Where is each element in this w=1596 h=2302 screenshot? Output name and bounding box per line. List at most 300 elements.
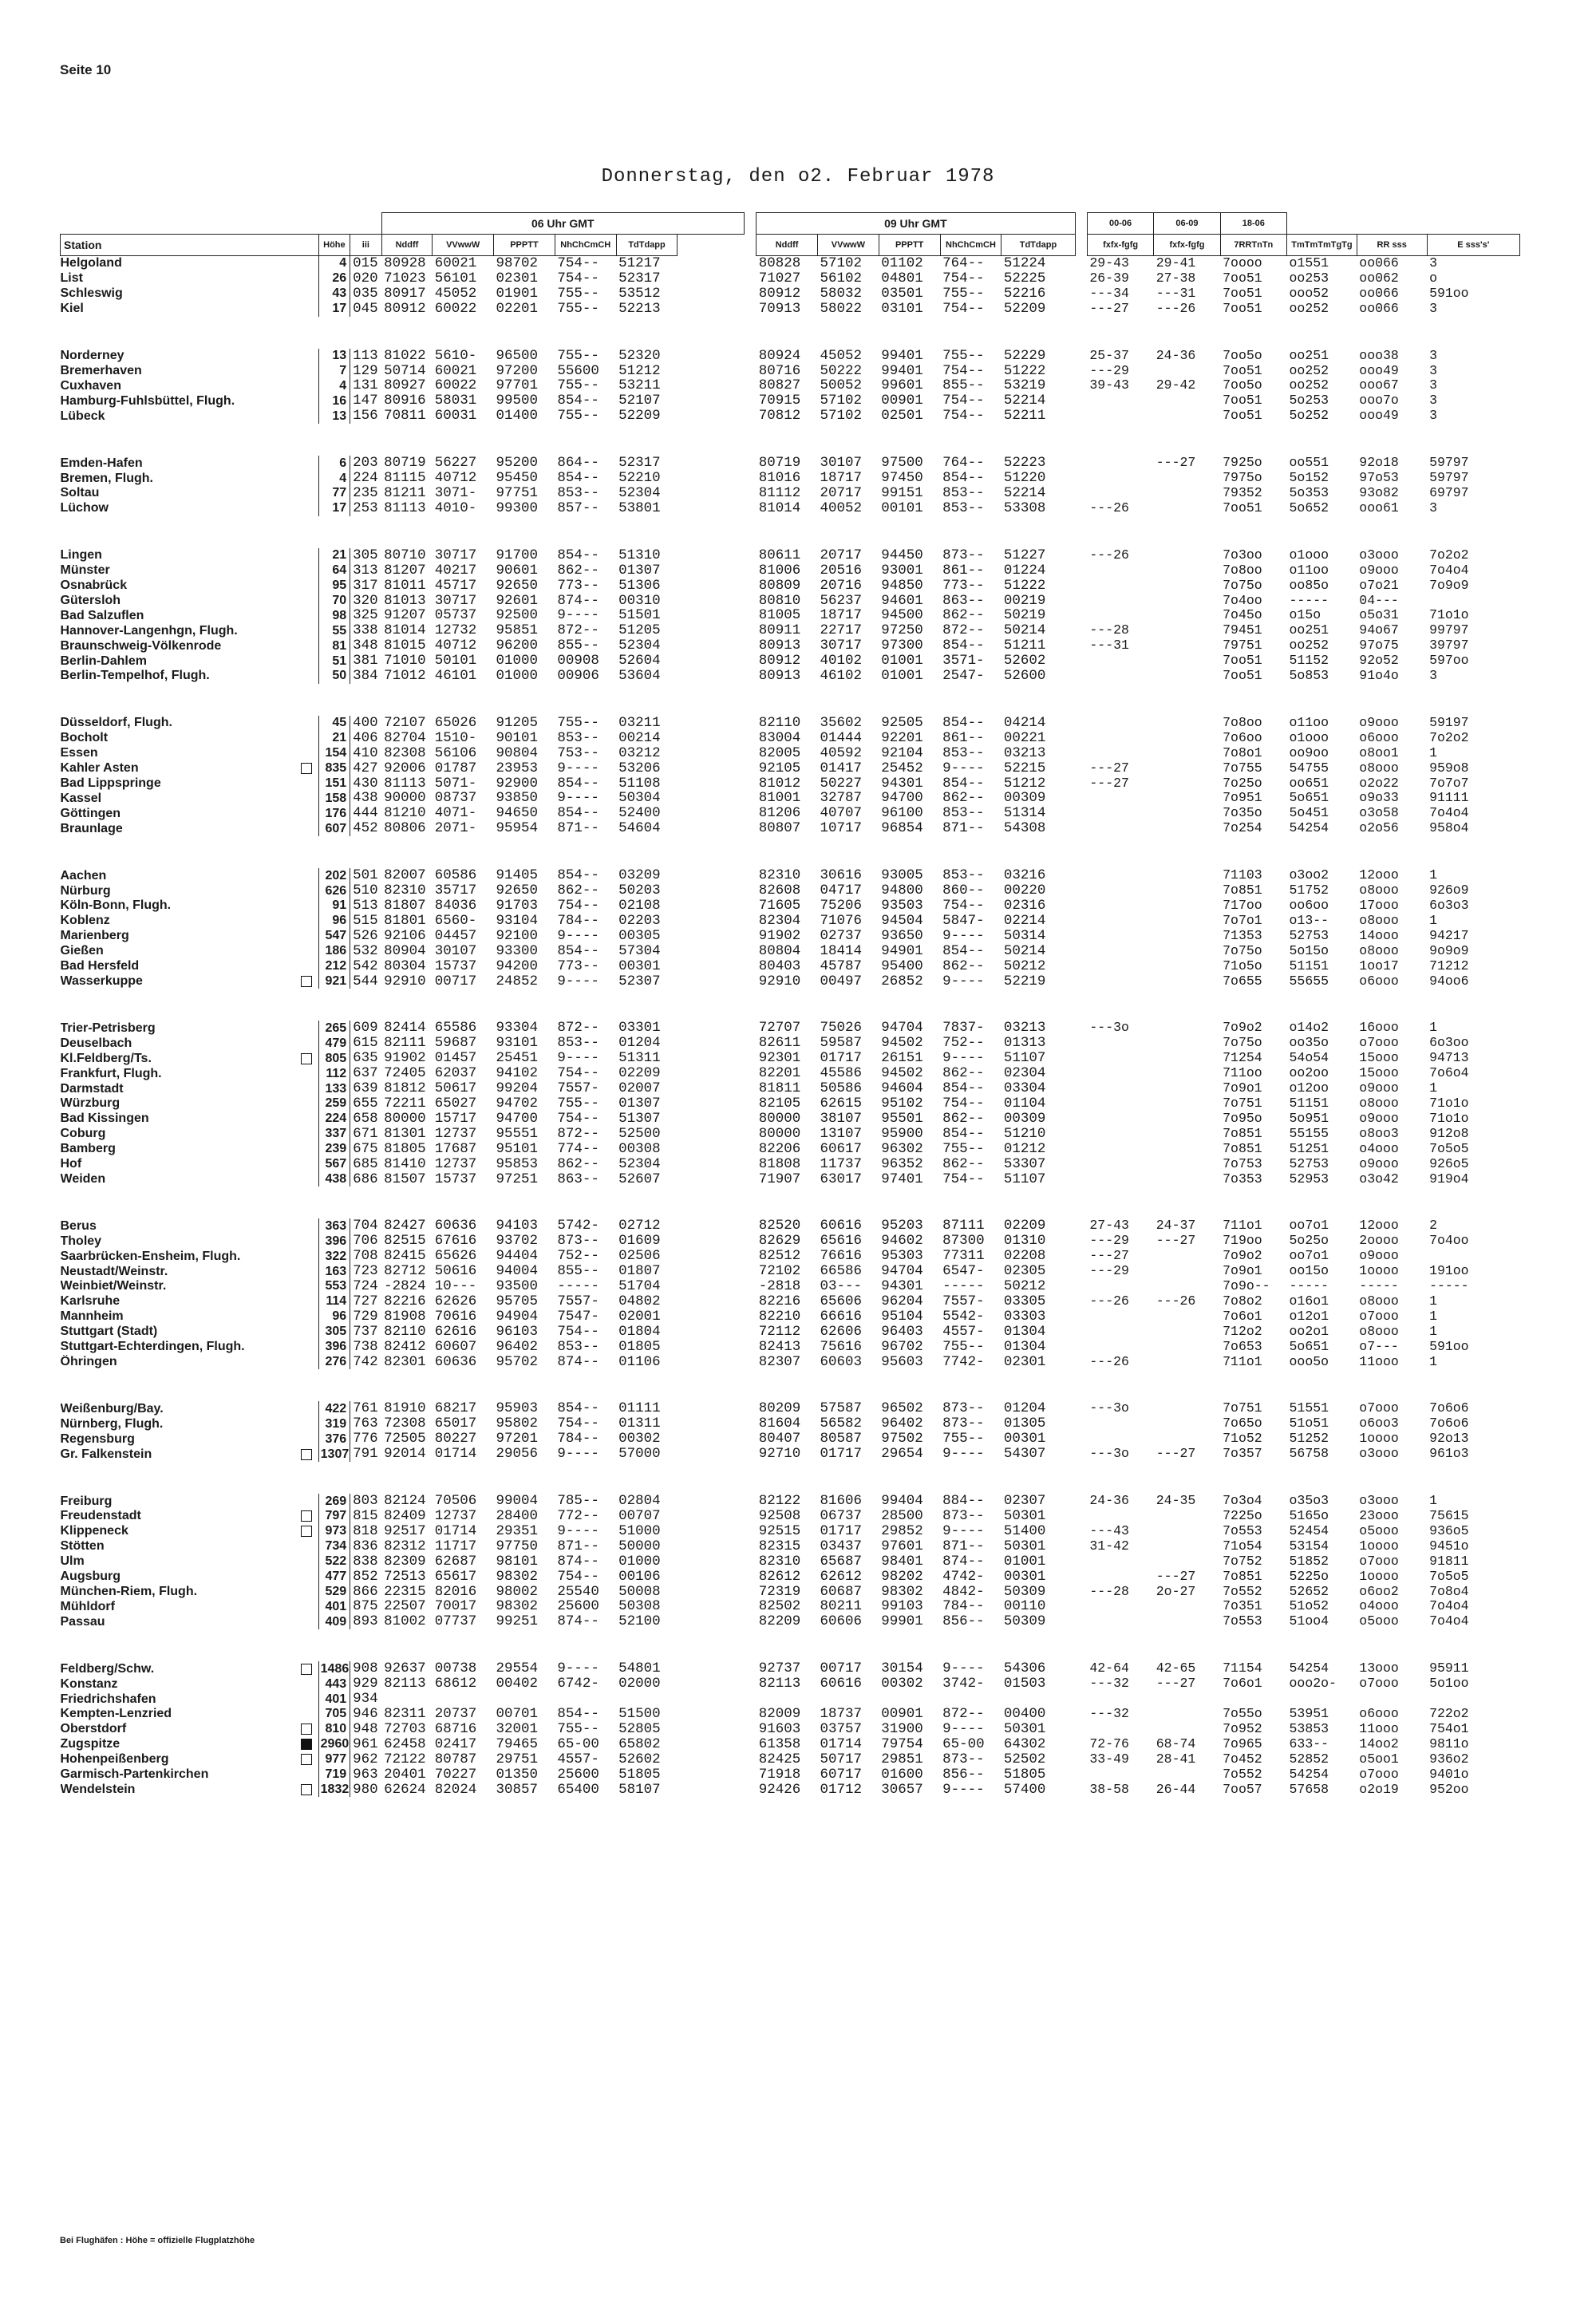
- tdapp-09-cell: 00400: [1003, 1706, 1046, 1722]
- nddff-09-cell: 72112: [758, 1324, 801, 1340]
- pppp-06-cell: 01400: [496, 409, 539, 424]
- nh-06-cell: 755--: [557, 409, 599, 424]
- tm-cell: 56758: [1289, 1447, 1329, 1462]
- pppp-06-cell: 28400: [496, 1509, 539, 1524]
- hoehe-cell: 396: [318, 1340, 350, 1355]
- tdapp-09-cell: 50212: [1003, 1279, 1046, 1294]
- station-cell: [61, 959, 319, 974]
- tdapp-06-cell: 02108: [618, 898, 661, 914]
- station-name: Emden-Hafen: [60, 456, 143, 470]
- rr-tn-cell: 7o65o: [1223, 1416, 1262, 1431]
- tdapp-06-cell: 51501: [618, 608, 661, 624]
- mountain-station-icon: [301, 763, 312, 774]
- nddff-09-cell: 82122: [758, 1494, 801, 1509]
- pppp-09-cell: 29654: [881, 1447, 923, 1463]
- rr-sss-cell: o3ooo: [1359, 1494, 1399, 1509]
- station-cell: [61, 746, 319, 761]
- nh-09-header: NhChCmCH: [940, 235, 1001, 256]
- station-name: Friedrichshafen: [60, 1692, 156, 1706]
- tm-cell: oo7o1: [1289, 1218, 1329, 1234]
- vvwww-06-cell: 82016: [434, 1584, 477, 1600]
- table-row: [61, 669, 1520, 684]
- tdapp-09-cell: 53308: [1003, 500, 1046, 516]
- tdapp-06-cell: 53801: [618, 500, 661, 516]
- station-name: Schleswig: [60, 286, 123, 301]
- hoehe-cell: 43: [318, 286, 350, 302]
- nddff-06-cell: 71012: [384, 669, 426, 684]
- e-sss-cell: 591oo: [1429, 286, 1469, 301]
- rr-tn-cell: 7o553: [1223, 1523, 1262, 1538]
- gust-0609-cell: [1154, 623, 1220, 638]
- group-06-header: 06 Uhr GMT: [381, 213, 744, 235]
- hoehe-cell: 4: [318, 256, 350, 271]
- tdapp-09-cell: 03305: [1003, 1293, 1046, 1309]
- hoehe-cell: 64: [318, 563, 350, 578]
- rr-sss-cell: o9ooo: [1359, 1156, 1399, 1171]
- tm-cell: 53951: [1289, 1706, 1329, 1721]
- nddff-06-cell: 92637: [384, 1661, 426, 1677]
- nh-09-cell: 755--: [942, 1431, 985, 1447]
- vvwww-06-cell: 62037: [434, 1066, 477, 1082]
- e-sss-header: E sss's': [1427, 235, 1519, 256]
- iii-cell: 675: [353, 1141, 378, 1157]
- hoehe-cell: 719: [318, 1767, 350, 1783]
- tdapp-06-cell: 03211: [618, 715, 661, 731]
- gust-0006-cell: [1087, 563, 1153, 578]
- tdapp-09-cell: 51314: [1003, 806, 1046, 822]
- rr-tn-cell: 7o965: [1223, 1736, 1262, 1751]
- hoehe-cell: 224: [318, 1112, 350, 1127]
- nddff-09-cell: -2818: [758, 1279, 801, 1294]
- nddff-09-cell: 80804: [758, 943, 801, 959]
- pppp-06-cell: 94200: [496, 958, 539, 974]
- tdapp-09-cell: 50214: [1003, 623, 1046, 639]
- vvwww-06-cell: 60636: [434, 1354, 477, 1370]
- e-sss-cell: 722o2: [1429, 1706, 1469, 1721]
- rr-tn-cell: 7o95o: [1223, 1111, 1262, 1126]
- station-name: Zugspitze: [60, 1737, 120, 1751]
- rr-tn-cell: 7o851: [1223, 1126, 1262, 1141]
- nh-09-cell: 87300: [942, 1234, 985, 1250]
- rr-sss-cell: 13ooo: [1359, 1661, 1399, 1676]
- pppp-06-cell: 94904: [496, 1309, 539, 1325]
- station-cell: [61, 1416, 319, 1431]
- hoehe-cell: 13: [318, 409, 350, 424]
- pppp-06-cell: 01350: [496, 1767, 539, 1783]
- nh-06-cell: 755--: [557, 715, 599, 731]
- table-row: [61, 456, 1520, 471]
- page-number: Seite 10: [60, 62, 112, 77]
- station-name: Trier-Petrisberg: [60, 1021, 156, 1035]
- gust-0609-cell: ---27: [1156, 456, 1196, 471]
- station-cell: [61, 1599, 319, 1614]
- vvwww-06-cell: 65626: [434, 1249, 477, 1265]
- gust-0609-cell: 26-44: [1156, 1782, 1196, 1797]
- gust-0006-cell: 29-43: [1089, 255, 1129, 270]
- hoehe-cell: 4: [318, 471, 350, 486]
- pppp-09-cell: 01600: [881, 1767, 923, 1783]
- vvwww-09-cell: 57102: [820, 409, 862, 424]
- rr-sss-cell: o7o21: [1359, 578, 1399, 593]
- nddff-06-cell: 82515: [384, 1234, 426, 1250]
- rr-tn-cell: 7oooo: [1223, 255, 1262, 270]
- vvwww-06-cell: 12737: [434, 1126, 477, 1142]
- rr-sss-cell: o9ooo: [1359, 563, 1399, 578]
- e-sss-cell: o: [1429, 270, 1437, 286]
- e-sss-cell: 961o3: [1429, 1447, 1469, 1462]
- tm-cell: oo251: [1289, 623, 1329, 638]
- group-spacer: [61, 516, 1520, 548]
- tdapp-06-cell: 01807: [618, 1264, 661, 1280]
- rr-sss-cell: oo066: [1359, 255, 1399, 270]
- gust-0006-cell: 42-64: [1089, 1661, 1129, 1676]
- pppp-09-cell: 98202: [881, 1569, 923, 1585]
- group-spacer: [61, 684, 1520, 716]
- pppp-09-cell: 97250: [881, 623, 923, 639]
- rr-sss-cell: ooo67: [1359, 378, 1399, 393]
- rr-tn-cell: 7o25o: [1223, 776, 1262, 791]
- tm-cell: o13--: [1289, 913, 1329, 928]
- pppp-09-cell: 94850: [881, 578, 923, 594]
- gust-0609-cell: [1154, 868, 1220, 883]
- iii-cell: 727: [353, 1293, 378, 1309]
- vvwww-06-cell: 58031: [434, 393, 477, 409]
- iii-cell: 685: [353, 1156, 378, 1172]
- tm-cell: o3oo2: [1289, 868, 1329, 883]
- table-row: [61, 256, 1520, 271]
- rr-tn-cell: 711oo: [1223, 1066, 1262, 1081]
- vvwww-09-cell: 50717: [820, 1751, 862, 1767]
- tm-cell: 5165o: [1289, 1509, 1329, 1523]
- e-sss-cell: 7o4o4: [1429, 563, 1469, 578]
- iii-cell: 946: [353, 1706, 378, 1722]
- vvwww-09-cell: 81606: [820, 1494, 862, 1509]
- tdapp-09-cell: 52209: [1003, 301, 1046, 317]
- nddff-09-cell: [757, 1692, 818, 1707]
- tdapp-09-cell: 50301: [1003, 1721, 1046, 1737]
- table-row: [61, 623, 1520, 638]
- gust-0609-cell: [1154, 959, 1220, 974]
- rr-sss-cell: 93o82: [1359, 485, 1399, 500]
- rr-sss-cell: 11ooo: [1359, 1721, 1399, 1736]
- tdapp-06-cell: 02007: [618, 1081, 661, 1096]
- iii-cell: 501: [353, 868, 378, 884]
- vvwww-06-cell: 50617: [434, 1081, 477, 1096]
- table-row: [61, 806, 1520, 821]
- tdapp-06-cell: 01000: [618, 1554, 661, 1570]
- station-cell: [61, 1570, 319, 1585]
- vvwww-06-cell: 3071-: [434, 485, 477, 501]
- nh-06-cell: 65-00: [557, 1736, 599, 1752]
- nddff-09-cell: 80924: [758, 348, 801, 364]
- station-name: Oberstdorf: [60, 1722, 127, 1736]
- vvwww-09-cell: 59587: [820, 1036, 862, 1052]
- hoehe-cell: 6: [318, 456, 350, 471]
- gust-0006-cell: ---28: [1089, 623, 1129, 638]
- tdapp-06-cell: 53512: [618, 286, 661, 302]
- nddff-06-cell: -2824: [384, 1279, 426, 1294]
- nh-09-cell: 854--: [942, 1126, 985, 1142]
- tdapp-09-cell: 51220: [1003, 471, 1046, 486]
- tdapp-06-cell: 52213: [618, 301, 661, 317]
- table-row: [61, 898, 1520, 914]
- hoehe-cell: 26: [318, 271, 350, 286]
- station-name: Braunlage: [60, 821, 123, 835]
- hoehe-cell: 112: [318, 1066, 350, 1081]
- nh-09-cell: 9----: [942, 760, 985, 776]
- pppp-06-cell: 79465: [496, 1736, 539, 1752]
- tdapp-09-cell: 52216: [1003, 286, 1046, 302]
- nddff-09-cell: 82206: [758, 1141, 801, 1157]
- tdapp-06-cell: 02712: [618, 1218, 661, 1234]
- table-row: [61, 1570, 1520, 1585]
- station-name: Nürnberg, Flugh.: [60, 1416, 164, 1431]
- nddff-09-cell: 81811: [758, 1081, 801, 1096]
- group-spacer: [61, 1369, 1520, 1401]
- nddff-09-cell: 80403: [758, 958, 801, 974]
- tm-cell: o12oo: [1289, 1081, 1329, 1096]
- hoehe-cell: 269: [318, 1494, 350, 1509]
- station-cell: [61, 791, 319, 806]
- gust-0609-cell: [1154, 929, 1220, 944]
- pppp-06-cell: 95853: [496, 1156, 539, 1172]
- nh-09-cell: 754--: [942, 409, 985, 424]
- nddff-06-cell: 80917: [384, 286, 426, 302]
- station-name: Bad Hersfeld: [60, 959, 140, 973]
- rr-tn-cell: 71o5o: [1223, 958, 1262, 973]
- e-sss-cell: 1: [1429, 1309, 1437, 1324]
- vvwww-06-cell: 2071-: [434, 821, 477, 837]
- nh-06-cell: 755--: [557, 1721, 599, 1737]
- station-name: Weißenburg/Bay.: [60, 1401, 164, 1416]
- station-cell: [61, 974, 319, 989]
- nddff-09-cell: 80828: [758, 255, 801, 271]
- nddff-09-cell: 80716: [758, 363, 801, 379]
- tdapp-09-cell: 50309: [1003, 1614, 1046, 1630]
- rr-tn-cell: 7o752: [1223, 1554, 1262, 1569]
- e-sss-cell: 5o1oo: [1429, 1676, 1469, 1692]
- vvwww-09-cell: 03757: [820, 1721, 862, 1737]
- tdapp-06-cell: 57000: [618, 1447, 661, 1463]
- gust-0006-cell: [1087, 1325, 1153, 1340]
- vvwww-09-cell: 60717: [820, 1767, 862, 1783]
- tdapp-06-cell: 50000: [618, 1538, 661, 1554]
- gust-0609-cell: [1154, 1692, 1220, 1707]
- nddff-09-cell: 82009: [758, 1706, 801, 1722]
- rr-sss-cell: o6ooo: [1359, 973, 1399, 989]
- nddff-09-cell: 80000: [758, 1126, 801, 1142]
- vvwww-06-cell: 46101: [434, 669, 477, 684]
- vvwww-06-cell: 70506: [434, 1494, 477, 1509]
- gust-0006-cell: [1087, 1722, 1153, 1737]
- rr-tn-cell: 7o8o2: [1223, 1293, 1262, 1309]
- nh-09-cell: 856--: [942, 1614, 985, 1630]
- tdapp-06-cell: 51311: [618, 1051, 661, 1067]
- gust-0006-cell: [1087, 1554, 1153, 1570]
- nh-09-cell: 861--: [942, 730, 985, 746]
- tm-cell: ooo2o-: [1289, 1676, 1337, 1692]
- vvwww-06-cell: 68217: [434, 1401, 477, 1417]
- rr-sss-cell: 92o52: [1359, 653, 1399, 669]
- iii-cell: 761: [353, 1401, 378, 1417]
- vvwww-09-cell: 76616: [820, 1249, 862, 1265]
- nddff-06-cell: 82712: [384, 1264, 426, 1280]
- vvwww-06-cell: 60021: [434, 363, 477, 379]
- rr-tn-cell: 7o653: [1223, 1339, 1262, 1354]
- tm-cell: 52852: [1289, 1751, 1329, 1767]
- pppp-06-cell: 97751: [496, 485, 539, 501]
- nddff-06-cell: 82310: [384, 883, 426, 898]
- table-row: [61, 883, 1520, 898]
- gust-0609-cell: [1154, 409, 1220, 424]
- nh-09-cell: 884--: [942, 1494, 985, 1509]
- rr-sss-cell: o8ooo: [1359, 1293, 1399, 1309]
- nh-09-cell: -----: [942, 1279, 985, 1294]
- group-09-header: 09 Uhr GMT: [757, 213, 1075, 235]
- nddff-09-cell: 82611: [758, 1036, 801, 1052]
- e-sss-cell: 9451o: [1429, 1538, 1469, 1554]
- gust-0006-cell: [1087, 1692, 1153, 1707]
- nddff-09-cell: 82425: [758, 1751, 801, 1767]
- nh-06-cell: 9----: [557, 760, 599, 776]
- pppp-06-cell: 94102: [496, 1066, 539, 1082]
- gust-0609-cell: [1154, 776, 1220, 792]
- nh-09-cell: 855--: [942, 378, 985, 394]
- rr-tn-cell: 7oo5o: [1223, 348, 1262, 363]
- vvwww-09-cell: 50586: [820, 1081, 862, 1096]
- table-row: [61, 1614, 1520, 1629]
- station-name: Würzburg: [60, 1096, 120, 1111]
- station-cell: [61, 471, 319, 486]
- nh-06-cell: 773--: [557, 958, 599, 974]
- iii-cell: 400: [353, 715, 378, 731]
- nh-06-cell: 855--: [557, 638, 599, 654]
- pppp-09-cell: 03101: [881, 301, 923, 317]
- e-sss-cell: 926o5: [1429, 1156, 1469, 1171]
- e-sss-cell: 6o3o3: [1429, 898, 1469, 913]
- tdapp-06-cell: 51000: [618, 1523, 661, 1539]
- vvwww-06-cell: 11717: [434, 1538, 477, 1554]
- e-sss-cell: 71o1o: [1429, 1111, 1469, 1126]
- rr-sss-cell: o8ooo: [1359, 1324, 1399, 1339]
- iii-cell: 706: [353, 1234, 378, 1250]
- tdapp-06-cell: 00106: [618, 1569, 661, 1585]
- nh-09-cell: 9----: [942, 1782, 985, 1798]
- tm-cell: 51251: [1289, 1141, 1329, 1156]
- hoehe-cell: 186: [318, 944, 350, 959]
- nh-06-cell: 754--: [557, 1066, 599, 1082]
- rr-sss-cell: 17ooo: [1359, 898, 1399, 913]
- nddff-06-cell: 81301: [384, 1126, 426, 1142]
- date-heading: Donnerstag, den o2. Februar 1978: [601, 166, 995, 188]
- vvwww-06-cell: 20737: [434, 1706, 477, 1722]
- nh-06-cell: 853--: [557, 730, 599, 746]
- station-name: Gütersloh: [60, 593, 121, 607]
- nddff-09-cell: 82113: [758, 1676, 801, 1692]
- gust-0609-cell: [1154, 1096, 1220, 1112]
- station-name: Helgoland: [60, 256, 122, 270]
- tm-cell: 51152: [1289, 653, 1329, 669]
- rr-tn-cell: 79451: [1223, 623, 1262, 638]
- tdapp-09-cell: 01204: [1003, 1401, 1046, 1417]
- rr-sss-cell: o8ooo: [1359, 883, 1399, 898]
- vvwww-09-cell: 01712: [820, 1782, 862, 1798]
- vvwww-09-cell: 57102: [820, 393, 862, 409]
- vvwww-09-cell: 40052: [820, 500, 862, 516]
- station-cell: [61, 1112, 319, 1127]
- iii-cell: 452: [353, 821, 378, 837]
- rr-sss-cell: o4ooo: [1359, 1141, 1399, 1156]
- tdapp-09-cell: 52229: [1003, 348, 1046, 364]
- gust-0609-cell: [1154, 1066, 1220, 1081]
- rr-tn-cell: 712o2: [1223, 1324, 1262, 1339]
- nh-09-cell: 854--: [942, 943, 985, 959]
- nddff-06-cell: 82415: [384, 1249, 426, 1265]
- table-row: [61, 1294, 1520, 1309]
- nddff-09-cell: 81005: [758, 608, 801, 624]
- station-name: Berlin-Tempelhof, Flugh.: [60, 669, 210, 683]
- pppp-06-cell: 00701: [496, 1706, 539, 1722]
- nh-09-cell: 784--: [942, 1599, 985, 1615]
- tdapp-06-cell: 52602: [618, 1751, 661, 1767]
- vvwww-06-cell: 6560-: [434, 913, 477, 929]
- nh-06-cell: 4557-: [557, 1751, 599, 1767]
- rr-tn-cell: 71o52: [1223, 1431, 1262, 1447]
- rr-tn-cell: 7o9o2: [1223, 1021, 1262, 1036]
- table-row: [61, 486, 1520, 501]
- pppp-09-cell: 96100: [881, 806, 923, 822]
- tm-cell: 55655: [1289, 973, 1329, 989]
- rr-sss-header: RR sss: [1357, 235, 1427, 256]
- nh-06-cell: 871--: [557, 821, 599, 837]
- tdapp-09-cell: 01310: [1003, 1234, 1046, 1250]
- rr-sss-cell: o3ooo: [1359, 1447, 1399, 1462]
- nh-06-cell: 854--: [557, 868, 599, 884]
- tm-cell: oo253: [1289, 270, 1329, 286]
- hoehe-cell: 17: [318, 501, 350, 516]
- tm-cell: 52753: [1289, 1156, 1329, 1171]
- pppp-06-cell: 93104: [496, 913, 539, 929]
- tdapp-06-cell: 51205: [618, 623, 661, 639]
- vvwww-09-cell: 56237: [820, 593, 862, 609]
- table-row: [61, 1599, 1520, 1614]
- e-sss-cell: 952oo: [1429, 1782, 1469, 1797]
- pppp-09-cell: 94604: [881, 1081, 923, 1096]
- vvwww-06-cell: 15717: [434, 1111, 477, 1127]
- rr-sss-cell: o7ooo: [1359, 1554, 1399, 1569]
- tdapp-06-cell: 52100: [618, 1614, 661, 1630]
- pppp-09-cell: 94700: [881, 791, 923, 807]
- pppp-06-cell: 97750: [496, 1538, 539, 1554]
- nh-06-cell: 752--: [557, 1249, 599, 1265]
- pppp-06-cell: 29351: [496, 1523, 539, 1539]
- station-name: Göttingen: [60, 806, 121, 820]
- table-header: [61, 213, 1520, 256]
- rr-sss-cell: o7ooo: [1359, 1036, 1399, 1051]
- vvwww-09-cell: 56582: [820, 1416, 862, 1432]
- nddff-09-cell: 80912: [758, 653, 801, 669]
- table-row: [61, 1309, 1520, 1325]
- nddff-06-cell: 81410: [384, 1156, 426, 1172]
- vvwww-09-cell: 30107: [820, 456, 862, 472]
- tdapp-06-cell: 01307: [618, 563, 661, 578]
- nh-09-cell: 871--: [942, 821, 985, 837]
- tdapp-09-cell: 52223: [1003, 456, 1046, 472]
- hoehe-cell: 114: [318, 1294, 350, 1309]
- tm-cell: o1ooo: [1289, 730, 1329, 745]
- rr-tn-cell: 717oo: [1223, 898, 1262, 913]
- iii-cell: 427: [353, 760, 378, 776]
